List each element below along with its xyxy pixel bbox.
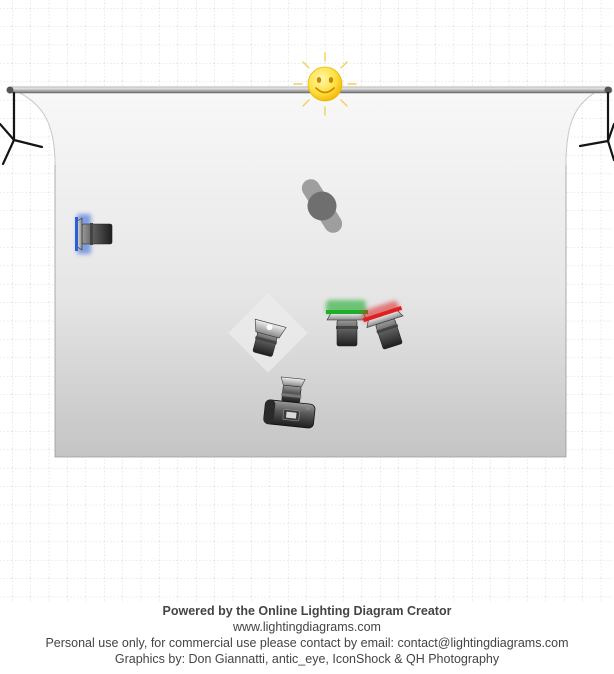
credits-url: www.lightingdiagrams.com	[233, 620, 381, 634]
backdrop	[18, 92, 596, 457]
credits-graphics: Graphics by: Don Giannatti, antic_eye, IconShock & QH Photography	[114, 652, 500, 666]
credits-license: Personal use only, for commercial use please contact by email: contact@lightingdiagrams.com	[45, 636, 569, 650]
credits-title: Powered by the Online Lighting Diagram Creator	[162, 604, 452, 618]
credits-footer	[0, 603, 614, 667]
